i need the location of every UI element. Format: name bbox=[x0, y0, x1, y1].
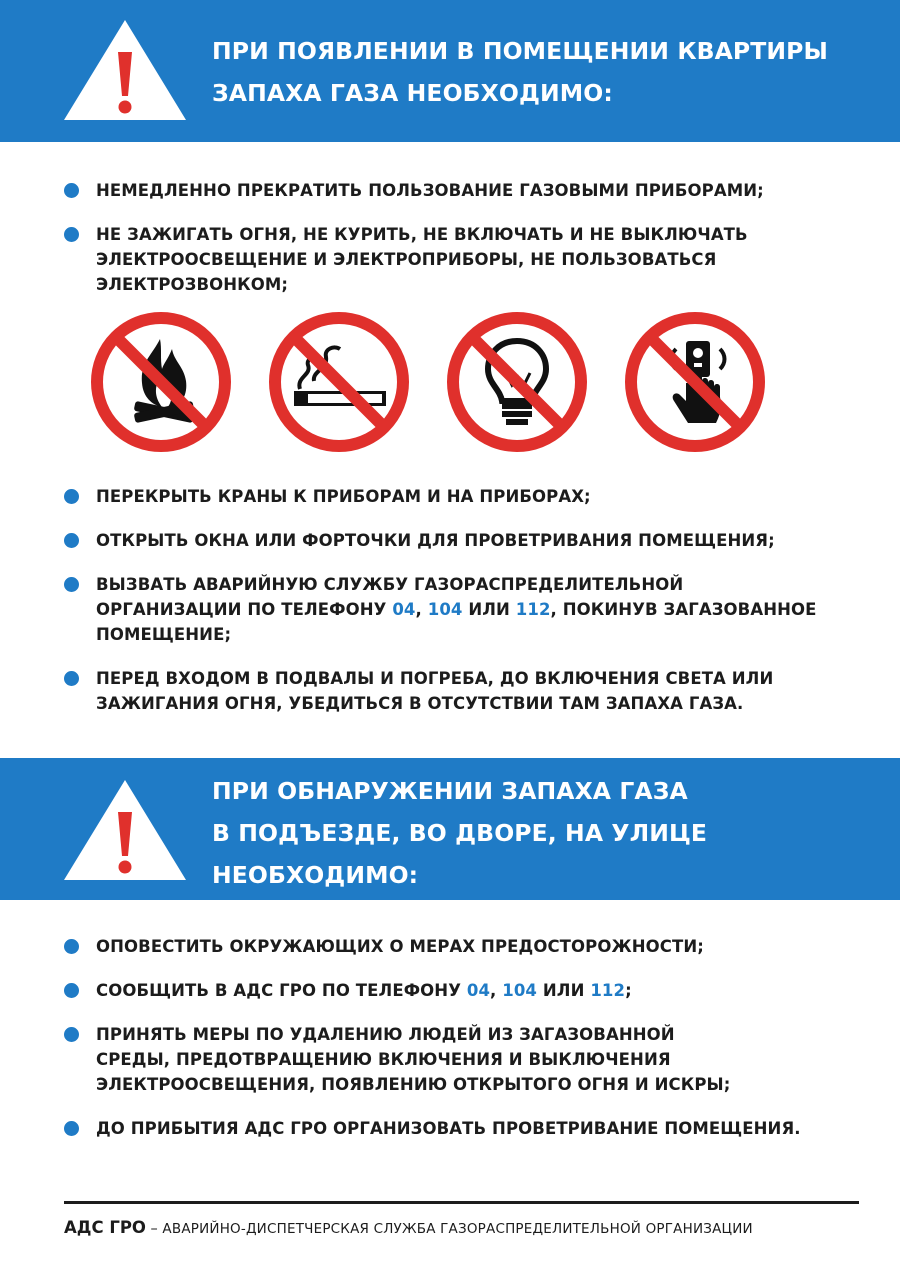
list-item bbox=[64, 484, 874, 509]
list-item bbox=[64, 222, 874, 297]
list-item bbox=[64, 528, 874, 553]
warning-triangle-icon bbox=[62, 778, 188, 882]
list-item bbox=[64, 1022, 874, 1097]
bullet-icon bbox=[64, 183, 79, 198]
phone-number: 104 bbox=[427, 600, 463, 619]
instructions-list-outside bbox=[64, 934, 874, 1160]
item-text bbox=[96, 978, 874, 1003]
footer-note bbox=[64, 1218, 753, 1237]
list-item bbox=[64, 572, 874, 647]
bullet-icon bbox=[64, 939, 79, 954]
list-item bbox=[64, 1116, 874, 1141]
list-item bbox=[64, 666, 874, 716]
list-item bbox=[64, 178, 874, 203]
item-text: ВЫЗВАТЬ АВАРИЙНУЮ СЛУЖБУ ГАЗОРАСПРЕДЕЛИТЕЛЬНОЙ bbox=[96, 575, 684, 594]
warning-triangle-icon bbox=[62, 18, 188, 122]
footer-dash: – bbox=[145, 1221, 163, 1237]
item-text: ОПОВЕСТИТЬ ОКРУЖАЮЩИХ О МЕРАХ ПРЕДОСТОРОЖНОСТИ; bbox=[96, 937, 704, 956]
bullet-icon bbox=[64, 489, 79, 504]
title-line: ЗАПАХА ГАЗА НЕОБХОДИМО: bbox=[212, 79, 613, 107]
footer-description: АВАРИЙНО-ДИСПЕТЧЕРСКАЯ СЛУЖБА ГАЗОРАСПРЕДЕЛИТЕЛЬНОЙ ОРГАНИЗАЦИИ bbox=[162, 1221, 753, 1237]
item-text: ЗАЖИГАНИЯ ОГНЯ, УБЕДИТЬСЯ В ОТСУТСТВИИ ТАМ ЗАПАХА ГАЗА. bbox=[96, 694, 744, 713]
no-fire-icon bbox=[90, 311, 232, 453]
item-text: НЕМЕДЛЕННО ПРЕКРАТИТЬ ПОЛЬЗОВАНИЕ ГАЗОВЫМИ ПРИБОРАМИ; bbox=[96, 181, 764, 200]
list-item bbox=[64, 934, 874, 959]
bullet-icon bbox=[64, 1027, 79, 1042]
no-light-icon bbox=[446, 311, 588, 453]
bullet-icon bbox=[64, 983, 79, 998]
instructions-list-apartment-b bbox=[64, 484, 874, 735]
phone-number: 112 bbox=[590, 981, 626, 1000]
section-title-outside bbox=[212, 770, 707, 896]
phone-number: 04 bbox=[466, 981, 491, 1000]
title-line: ПРИ ОБНАРУЖЕНИИ ЗАПАХА ГАЗА bbox=[212, 777, 688, 805]
phone-number: 04 bbox=[392, 600, 416, 619]
item-text: ; bbox=[625, 981, 632, 1000]
title-line: ПРИ ПОЯВЛЕНИИ В ПОМЕЩЕНИИ КВАРТИРЫ bbox=[212, 37, 828, 65]
bullet-icon bbox=[64, 533, 79, 548]
footer-divider bbox=[64, 1201, 859, 1204]
item-text: ЭЛЕКТРОЗВОНКОМ; bbox=[96, 275, 289, 294]
list-item bbox=[64, 978, 874, 1003]
separator: , bbox=[415, 600, 428, 619]
item-text: СРЕДЫ, ПРЕДОТВРАЩЕНИЮ ВКЛЮЧЕНИЯ И ВЫКЛЮЧЕНИЯ bbox=[96, 1050, 671, 1069]
header-banner-apartment bbox=[0, 0, 900, 142]
item-text: ПЕРЕД ВХОДОМ В ПОДВАЛЫ И ПОГРЕБА, ДО ВКЛЮЧЕНИЯ СВЕТА ИЛИ bbox=[96, 669, 774, 688]
header-banner-outside bbox=[0, 758, 900, 900]
footer-abbreviation: АДС ГРО bbox=[64, 1218, 146, 1237]
separator: ИЛИ bbox=[537, 981, 591, 1000]
item-text: ДО ПРИБЫТИЯ АДС ГРО ОРГАНИЗОВАТЬ ПРОВЕТРИВАНИЕ ПОМЕЩЕНИЯ. bbox=[96, 1119, 801, 1138]
item-text: НЕ ЗАЖИГАТЬ ОГНЯ, НЕ КУРИТЬ, НЕ ВКЛЮЧАТЬ И НЕ ВЫКЛЮЧАТЬ bbox=[96, 225, 748, 244]
bullet-icon bbox=[64, 577, 79, 592]
title-line: В ПОДЪЕЗДЕ, ВО ДВОРЕ, НА УЛИЦЕ bbox=[212, 819, 708, 847]
title-line: НЕОБХОДИМО: bbox=[212, 861, 419, 889]
item-text: ПОМЕЩЕНИЕ; bbox=[96, 625, 232, 644]
no-smoking-icon bbox=[268, 311, 410, 453]
separator: , bbox=[490, 981, 503, 1000]
no-doorbell-icon bbox=[624, 311, 766, 453]
item-text bbox=[96, 597, 874, 622]
separator: ИЛИ bbox=[462, 600, 516, 619]
item-text: ПРИНЯТЬ МЕРЫ ПО УДАЛЕНИЮ ЛЮДЕЙ ИЗ ЗАГАЗОВАННОЙ bbox=[96, 1025, 675, 1044]
item-text: , ПОКИНУВ ЗАГАЗОВАННОЕ bbox=[550, 600, 817, 619]
phone-number: 112 bbox=[515, 600, 551, 619]
item-text: ЭЛЕКТРООСВЕЩЕНИЕ И ЭЛЕКТРОПРИБОРЫ, НЕ ПОЛЬЗОВАТЬСЯ bbox=[96, 250, 717, 269]
bullet-icon bbox=[64, 671, 79, 686]
section-title-apartment bbox=[212, 30, 828, 114]
instructions-list-apartment-a bbox=[64, 178, 874, 316]
item-text: ОРГАНИЗАЦИИ ПО ТЕЛЕФОНУ bbox=[96, 600, 393, 619]
item-text: ПЕРЕКРЫТЬ КРАНЫ К ПРИБОРАМ И НА ПРИБОРАХ; bbox=[96, 487, 591, 506]
phone-number: 104 bbox=[502, 981, 538, 1000]
item-text: ОТКРЫТЬ ОКНА ИЛИ ФОРТОЧКИ ДЛЯ ПРОВЕТРИВАНИЯ ПОМЕЩЕНИЯ; bbox=[96, 531, 775, 550]
item-text: ЭЛЕКТРООСВЕЩЕНИЯ, ПОЯВЛЕНИЮ ОТКРЫТОГО ОГНЯ И ИСКРЫ; bbox=[96, 1075, 731, 1094]
bullet-icon bbox=[64, 1121, 79, 1136]
bullet-icon bbox=[64, 227, 79, 242]
prohibition-signs bbox=[90, 311, 770, 453]
item-text: СООБЩИТЬ В АДС ГРО ПО ТЕЛЕФОНУ bbox=[96, 981, 467, 1000]
